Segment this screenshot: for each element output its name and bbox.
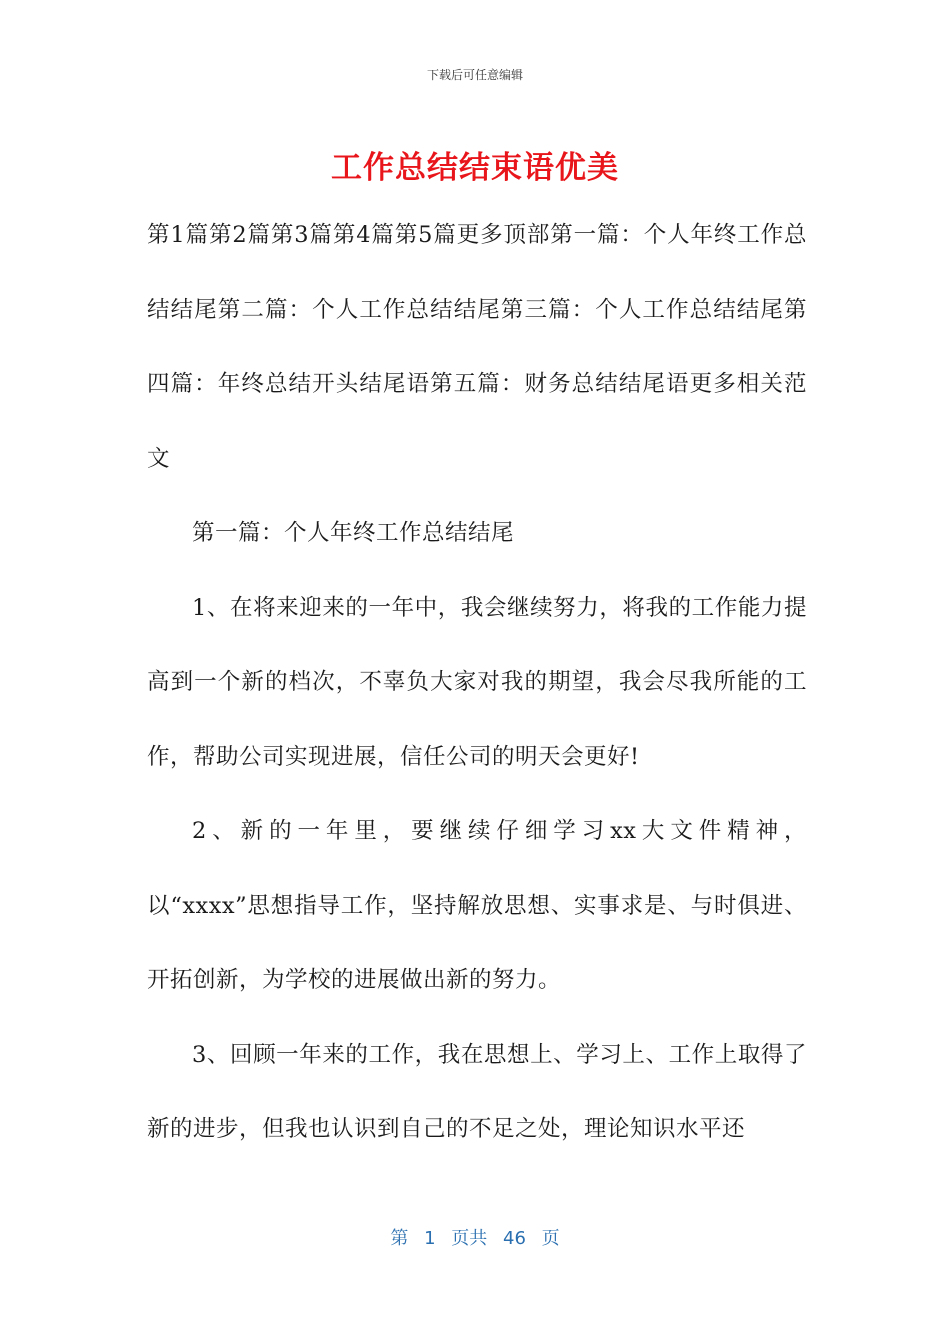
footer-total-pages: 46 bbox=[503, 1228, 526, 1249]
footer-label-mid: 页共 bbox=[451, 1228, 488, 1249]
page-footer bbox=[0, 1224, 950, 1250]
footer-label-suffix: 页 bbox=[541, 1228, 560, 1249]
document-body bbox=[147, 198, 807, 1167]
paragraph: 3、回顾一年来的工作，我在思想上、学习上、工作上取得了新的进步，但我也认识到自己的不足之处，理论知识水平还 bbox=[147, 1041, 807, 1142]
paragraph: 1、在将来迎来的一年中，我会继续努力，将我的工作能力提高到一个新的档次，不辜负大家对我的期望，我会尽我所能的工作，帮助公司实现进展，信任公司的明天会更好! bbox=[147, 594, 807, 770]
table-of-contents: 第1篇第2篇第3篇第4篇第5篇更多顶部第一篇：个人年终工作总结结尾第二篇：个人工作总结结尾第三篇：个人工作总结结尾第四篇：年终总结开头结尾语第五篇：财务总结结尾语更多相关范文 bbox=[147, 222, 807, 472]
document-title: 工作总结结束语优美 bbox=[331, 150, 619, 186]
paragraph: 2、新的一年里，要继续仔细学习xx大文件精神，以“xxxx”思想指导工作，坚持解放思想、实事求是、与时俱进、开拓创新，为学校的进展做出新的努力。 bbox=[147, 818, 807, 993]
header-note: 下载后可任意编辑 bbox=[426, 68, 523, 82]
footer-label-prefix: 第 bbox=[390, 1228, 409, 1249]
section-heading: 第一篇：个人年终工作总结结尾 bbox=[192, 520, 515, 546]
footer-current-page: 1 bbox=[424, 1228, 436, 1249]
